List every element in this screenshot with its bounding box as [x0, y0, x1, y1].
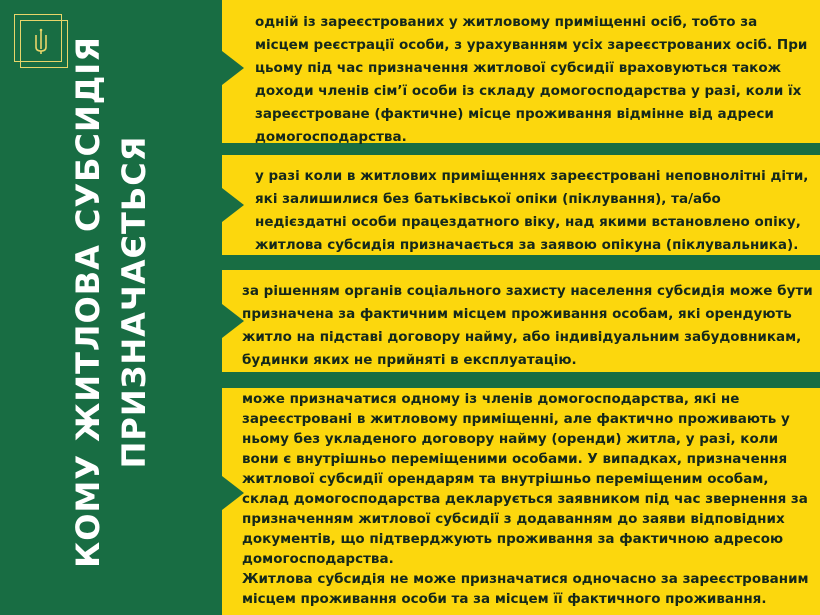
- info-block-3-text: за рішенням органів соціального захисту населення субсидія може бути призначена за фактичним місцем проживання особам, які орендують житло на підставі договору найму, або індивідуальним забудовникам, будинки яких не прийняті в експлуатацію.: [242, 283, 813, 368]
- info-block-4: [222, 388, 820, 615]
- page-title-line-2: ПРИЗНАЧАЄТЬСЯ: [115, 135, 153, 469]
- page-title-line-1: КОМУ ЖИТЛОВА СУБСИДІЯ: [69, 36, 107, 568]
- info-block-4-text: може призначатися одному із членів домогосподарства, які не зареєстровані в житловому приміщенні, але фактично проживають у ньому без укладеного договору найму (оренди) житла, у разі, коли вони є внутрішньо переміщеними особами. У випадках, призначення житлової субсидії орендарям та внутрішньо переміщеним особам, склад домогосподарства декларується заявником під час звернення за призначенням житлової субсидії з додаванням до заяви відповідних документів, що підтверджують проживання за фактичною адресою домогосподарства.: [242, 391, 808, 567]
- page-title: [65, 22, 157, 582]
- logo: [14, 14, 68, 68]
- info-block-2: [222, 155, 820, 255]
- arrow-pointer-icon: [222, 188, 244, 222]
- info-block-1: [222, 0, 820, 143]
- info-block-3: [222, 270, 820, 372]
- sidebar: [0, 0, 222, 615]
- info-block-2-text: у разі коли в житлових приміщеннях зареєстровані неповнолітні діти, які залишилися без батьківської опіки (піклування), та/або недієздатні особи працездатного віку, над якими встановлено опіку, житлова субсидія призначається за заявою опікуна (піклувальника).: [255, 168, 809, 253]
- arrow-pointer-icon: [222, 304, 244, 338]
- trident-emblem-icon: [21, 21, 61, 61]
- info-block-4-note: Житлова субсидія не може призначатися одночасно за зареєстрованим місцем проживання особи та за місцем її фактичного проживання.: [242, 571, 809, 607]
- arrow-pointer-icon: [222, 476, 244, 510]
- arrow-pointer-icon: [222, 51, 244, 85]
- info-block-1-text: одній із зареєстрованих у житловому приміщенні осіб, тобто за місцем реєстрації особи, з урахуванням усіх зареєстрованих осіб. При цьому під час призначення житлової субсидії враховуються також доходи членів сім’ї особи із складу домогосподарства у разі, коли їх зареєстроване (фактичне) місце проживання відмінне від адреси домогосподарства.: [255, 14, 808, 145]
